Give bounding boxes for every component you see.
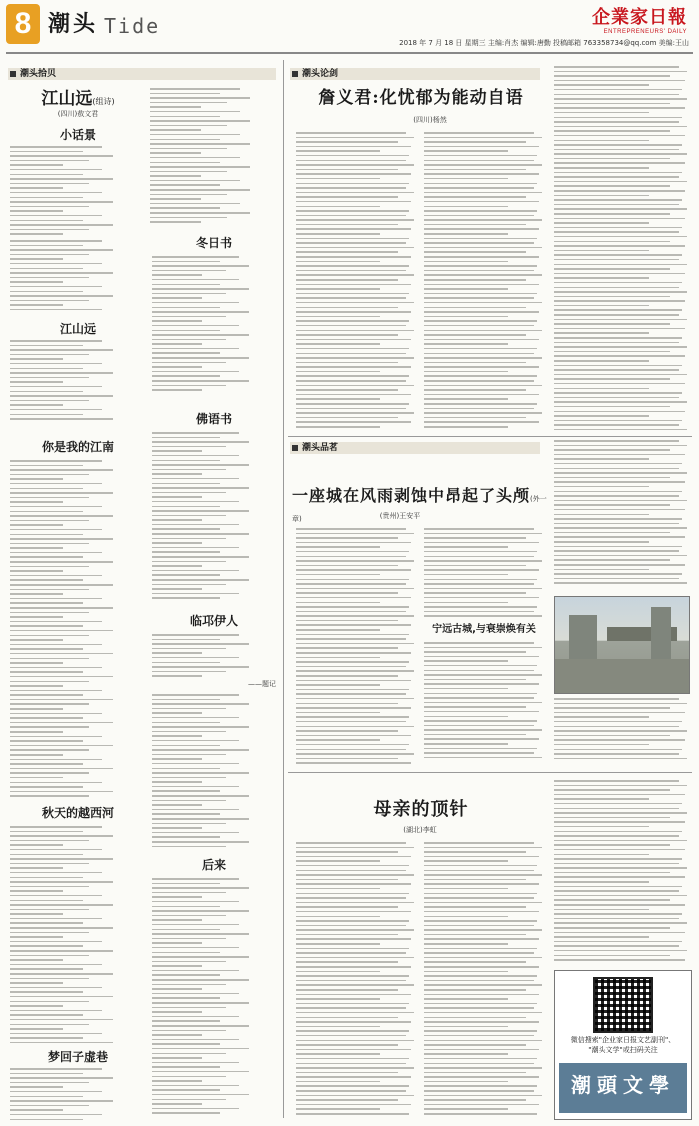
review-byline: (四川)杨然 <box>413 116 447 124</box>
poem-title-9: 梦回子虚巷 <box>47 1050 108 1064</box>
issue-info-line: 2018 年 7 月 18 日 星期三 主编:肖杰 编辑:唐勤 投稿邮箱 763358734@qq.com 美编:王山 <box>399 39 689 47</box>
newspaper-brand <box>537 8 687 36</box>
review-title: 詹义君:化忧郁为能动自语 <box>318 88 524 108</box>
brand-name: 企業家日報 <box>592 7 687 28</box>
section-rule-2 <box>288 772 692 773</box>
essay-body-col2 <box>424 842 544 1118</box>
essay-body-col3 <box>554 780 690 966</box>
poem-body-9 <box>10 1068 142 1120</box>
column-divider <box>283 60 284 1118</box>
essay-title: 母亲的顶针 <box>373 799 469 820</box>
ad-text-line1: 微信搜索"企业家日报文艺副刊"、 <box>570 1036 676 1044</box>
poem-title-4: 你是我的江南 <box>41 440 114 454</box>
poem-title-6: 秋天的越西河 <box>41 806 114 820</box>
section-tag-review: 潮头论剑 <box>290 68 338 80</box>
essay-byline: (湖北)李虹 <box>403 826 437 834</box>
section-tag-prose: 潮头品茗 <box>290 442 338 454</box>
poem-title-3: 江山远 <box>59 322 96 336</box>
poem-body-1c <box>150 88 278 228</box>
review-body-col3 <box>554 66 690 430</box>
prose-title-sub: (外一章) <box>292 495 547 523</box>
tide-literature-logo: 潮頭文學 <box>559 1063 687 1113</box>
poem-title-1: 小话景 <box>59 128 96 142</box>
poem-body-4 <box>10 460 142 798</box>
prose-body-col1 <box>296 528 416 766</box>
poem-title-2: 冬日书 <box>195 236 232 250</box>
photo-caption: 宁远古城,与衰崇焕有关 <box>432 624 536 635</box>
prose-body-col3a <box>554 440 690 590</box>
brand-name-en: ENTREPRENEURS' DAILY <box>603 29 687 35</box>
review-body-col1 <box>296 132 416 430</box>
poem-title-8: 后来 <box>201 858 226 872</box>
section-title-en: Tide <box>104 14 161 38</box>
poem-title-5: 临邛伊人 <box>189 614 238 628</box>
ancient-city-photo <box>554 596 690 694</box>
poem-body-1b <box>10 240 142 314</box>
prose-title: 一座城在风雨剥蚀中昂起了头颅 <box>292 486 531 505</box>
poem-title-7: 佛语书 <box>195 412 232 426</box>
main-poem-byline: (四川)敖文君 <box>57 110 99 118</box>
prose-body-col2a <box>424 528 544 620</box>
section-title: 潮头 <box>48 12 99 37</box>
poem-body-5b <box>152 694 276 850</box>
main-poem-title-sub: (组诗) <box>92 97 115 106</box>
main-poem-title-block <box>8 88 148 119</box>
poem-body-5a <box>152 634 276 680</box>
wechat-ad-box <box>554 970 692 1120</box>
section-rule-1 <box>288 436 692 437</box>
essay-body-col1 <box>296 842 416 1118</box>
poem-body-8 <box>152 878 276 1118</box>
main-poem-title: 江山远 <box>41 89 93 109</box>
prose-body-col2b <box>424 642 544 766</box>
prose-body-col3b <box>554 698 690 766</box>
prose-byline: (贵州)王安平 <box>379 512 421 520</box>
poem-body-6 <box>10 826 142 1048</box>
header-rule <box>6 52 693 54</box>
poem-body-1 <box>10 146 142 238</box>
ad-text-line2: "潮头文学"或扫码关注 <box>588 1046 658 1054</box>
section-tag-poetry: 潮头拾贝 <box>8 68 56 80</box>
poem-body-3 <box>10 340 142 420</box>
poem-body-7 <box>152 432 276 602</box>
page-number-badge: 8 <box>6 4 40 44</box>
poem-credit: ——题记 <box>248 680 276 688</box>
poem-body-2 <box>152 256 276 396</box>
review-body-col2 <box>424 132 544 430</box>
qr-code[interactable] <box>593 977 653 1033</box>
